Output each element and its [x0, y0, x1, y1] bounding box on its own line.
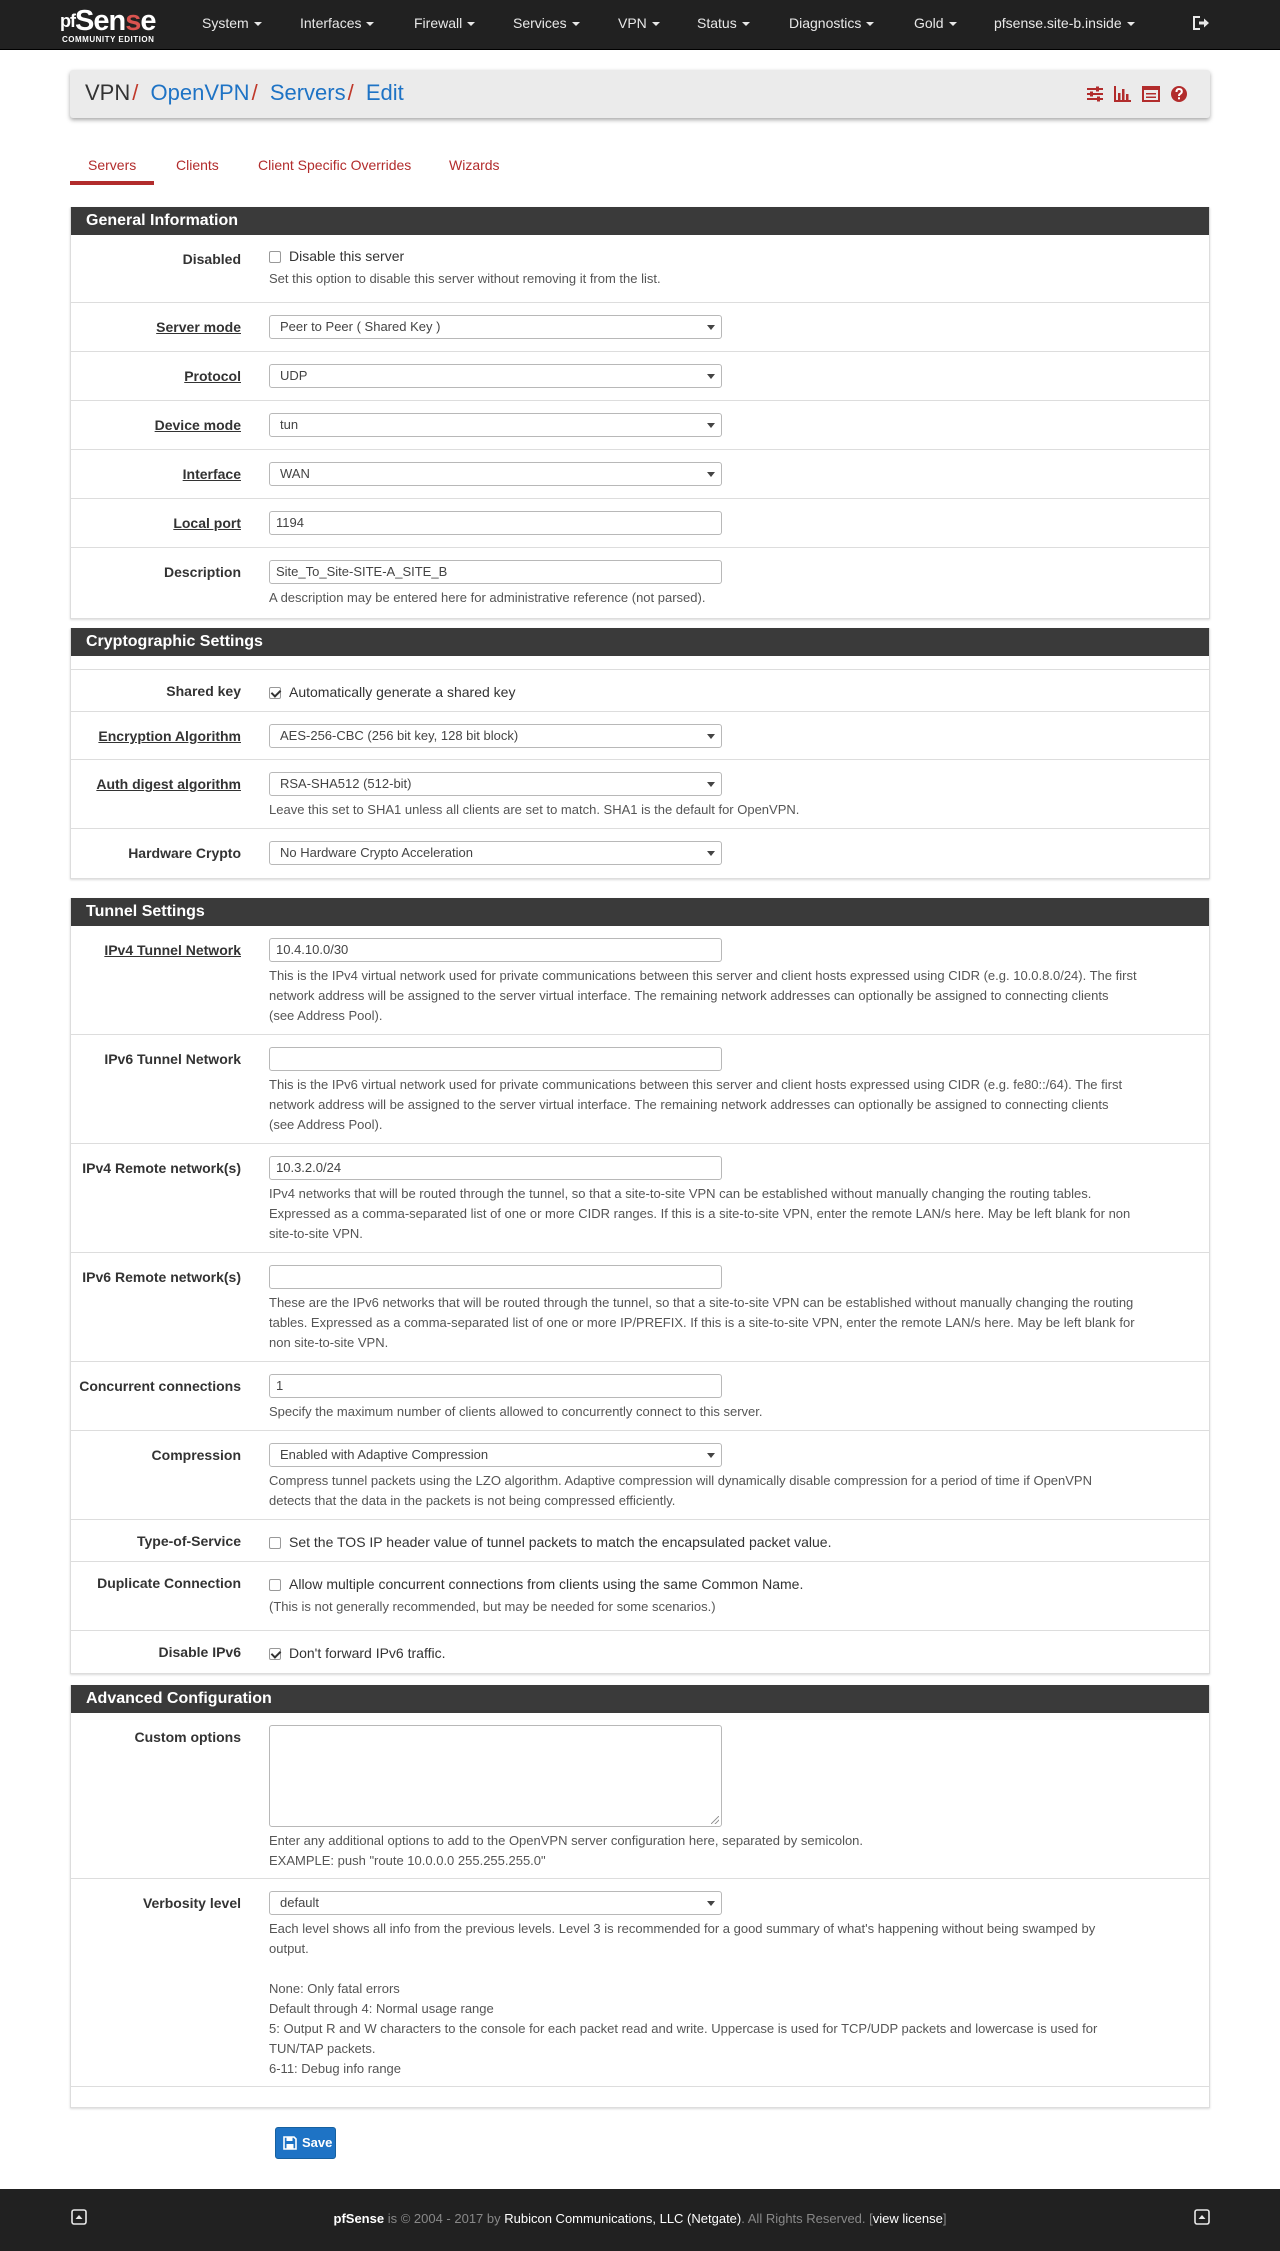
type-of-service-row — [71, 1520, 1209, 1562]
footer-end: ] — [942, 2211, 947, 2226]
duplicate-connection-checkbox[interactable] — [269, 1579, 281, 1591]
field-label: Shared key — [166, 683, 241, 699]
help-text: A description may be entered here for administrative reference (not parsed). — [269, 590, 706, 605]
nav-diagnostics[interactable]: Diagnostics — [789, 0, 874, 48]
footer-text-middle: is © 2004 - 2017 by — [384, 2211, 505, 2226]
custom-options-row — [71, 1713, 1209, 1879]
duplicate-connection-row — [71, 1562, 1209, 1631]
disable-ipv6-checkbox[interactable] — [269, 1648, 281, 1660]
select-arrow-icon — [707, 734, 715, 739]
compression-select[interactable]: Enabled with Adaptive Compression — [269, 1443, 722, 1467]
field-label: Description — [163, 564, 241, 580]
select-arrow-icon — [707, 472, 715, 477]
interface-row — [71, 450, 1209, 499]
protocol-select[interactable]: UDP — [269, 364, 722, 388]
ipv6-tunnel-row — [71, 1035, 1209, 1144]
field-label: Hardware Crypto — [128, 845, 241, 861]
ipv6-remote-row — [71, 1253, 1209, 1362]
breadcrumb-openvpn[interactable]: OpenVPN — [150, 80, 250, 105]
nav-status[interactable]: Status — [697, 0, 750, 48]
hardware-crypto-select[interactable]: No Hardware Crypto Acceleration — [269, 841, 722, 865]
field-label: Type-of-Service — [137, 1533, 241, 1549]
breadcrumb-edit[interactable]: Edit — [365, 80, 404, 105]
sliders-icon[interactable] — [1086, 85, 1104, 103]
encryption-algorithm-select[interactable]: AES-256-CBC (256 bit key, 128 bit block) — [269, 724, 722, 748]
save-label: Save — [302, 2135, 333, 2150]
caret-down-icon — [1127, 22, 1135, 26]
save-icon — [283, 2136, 297, 2150]
verbosity-row — [71, 1879, 1209, 2087]
local-port-input[interactable]: 1194 — [269, 511, 722, 535]
field-label: Disabled — [182, 251, 241, 267]
select-arrow-icon — [707, 325, 715, 330]
concurrent-connections-input[interactable]: 1 — [269, 1374, 722, 1398]
field-label: Interface — [182, 466, 241, 482]
help-text: (This is not generally recommended, but may be needed for some scenarios.) — [269, 1599, 716, 1614]
checkbox-label: Allow multiple concurrent connections from clients using the same Common Name. — [289, 1576, 804, 1592]
logo-text: Sen — [75, 5, 126, 37]
tab-client-specific-overrides[interactable]: Client Specific Overrides — [258, 157, 412, 173]
checkbox-label: Don't forward IPv6 traffic. — [289, 1645, 446, 1661]
field-label: IPv4 Remote network(s) — [82, 1160, 241, 1176]
pfsense-logo[interactable] — [60, 5, 172, 45]
logo-text-accent: s — [125, 5, 141, 37]
interface-select[interactable]: WAN — [269, 462, 722, 486]
verbosity-level-select[interactable]: default — [269, 1891, 722, 1915]
breadcrumb-separator: / — [251, 80, 258, 105]
field-label: Local port — [173, 515, 241, 531]
copyright-text — [0, 2211, 1280, 2226]
footer-product: pfSense — [333, 2211, 385, 2226]
field-label: Protocol — [184, 368, 241, 384]
field-label: IPv6 Tunnel Network — [104, 1051, 241, 1067]
view-license-link[interactable]: view license — [872, 2211, 943, 2226]
field-label: Compression — [151, 1447, 241, 1463]
ipv6-tunnel-network-input[interactable] — [269, 1047, 722, 1071]
help-text: This is the IPv6 virtual network used for private communications between this server and client hosts expressed using CIDR (e.g. fe80::/64). The first network address will be assigned to the server virtual interface. The remaining network addresses can optionally be assigned to connecting clients (see Address Pool). — [269, 1077, 1123, 1132]
top-navbar — [0, 0, 1280, 50]
help-text: Leave this set to SHA1 unless all clients are set to match. SHA1 is the default for OpenVPN. — [269, 802, 800, 817]
advanced-configuration-panel — [70, 1685, 1210, 2108]
cryptographic-settings-panel — [70, 628, 1210, 879]
caret-down-icon — [572, 22, 580, 26]
description-input[interactable]: Site_To_Site-SITE-A_SITE_B — [269, 560, 722, 584]
resize-grip-icon[interactable] — [711, 1816, 719, 1824]
footer-rights: . All Rights Reserved. [ — [741, 2211, 873, 2226]
select-arrow-icon — [707, 1901, 715, 1906]
auth-digest-row — [71, 760, 1209, 829]
nav-hostname[interactable]: pfsense.site-b.inside — [994, 0, 1135, 48]
caret-down-icon — [949, 22, 957, 26]
help-text: This is the IPv4 virtual network used for private communications between this server and client hosts expressed using CIDR (e.g. 10.0.8.0/24). The first network address will be assigned to the server virtual interface. The remaining network addresses can optionally be assigned to connecting clients (see Address Pool). — [269, 968, 1137, 1023]
caret-down-icon — [254, 22, 262, 26]
field-label: Auth digest algorithm — [96, 776, 241, 792]
nav-interfaces[interactable]: Interfaces — [300, 0, 374, 48]
device-mode-row — [71, 401, 1209, 450]
help-icon[interactable] — [1170, 85, 1188, 103]
caret-down-icon — [866, 22, 874, 26]
save-button[interactable] — [275, 2127, 336, 2159]
nav-system[interactable]: System — [202, 0, 262, 48]
breadcrumb-servers[interactable]: Servers — [269, 80, 346, 105]
footer — [0, 2189, 1280, 2251]
auth-digest-select[interactable]: RSA-SHA512 (512-bit) — [269, 772, 722, 796]
local-port-row — [71, 499, 1209, 548]
server-mode-row — [71, 303, 1209, 352]
checkbox-label: Set the TOS IP header value of tunnel packets to match the encapsulated packet value. — [289, 1534, 832, 1550]
select-arrow-icon — [707, 782, 715, 787]
logo-text-end: e — [140, 5, 156, 37]
breadcrumb-separator: / — [132, 80, 139, 105]
help-text: Specify the maximum number of clients allowed to concurrently connect to this server. — [269, 1404, 763, 1419]
help-text: These are the IPv6 networks that will be routed through the tunnel, so that a site-to-site VPN can be established without manually changing the routing tables. Expressed as a comma-separated list of one or more IP/PREFIX. If this is a site-to-site VPN, enter the remote LAN/s here. May be left blank for non site-to-site VPN. — [269, 1295, 1135, 1350]
ipv6-remote-network-input[interactable] — [269, 1265, 722, 1289]
breadcrumb-vpn: VPN — [85, 80, 131, 105]
help-text: Compress tunnel packets using the LZO algorithm. Adaptive compression will dynamically disable compression for a period of time if OpenVPN detects that the data in the packets is not being compressed efficiently. — [269, 1473, 1092, 1508]
nav-services[interactable]: Services — [513, 0, 580, 48]
breadcrumb-bar — [70, 70, 1210, 118]
encryption-row — [71, 712, 1209, 760]
disable-ipv6-row — [71, 1631, 1209, 1673]
nav-firewall[interactable]: Firewall — [414, 0, 475, 48]
general-information-panel — [70, 207, 1210, 619]
help-text: Each level shows all info from the previous levels. Level 3 is recommended for a good summary of what's happening without being swamped by output. None: Only fatal errors Default through 4: Normal usage range 5: Output R and W characters to the console for each packet read and write. Uppercase is used for TCP/UDP packets and lowercase is used for TUN/TAP packets. 6-11: Debug info range — [269, 1921, 1098, 2076]
panel-heading: Advanced Configuration — [71, 1685, 1209, 1713]
field-label: Custom options — [134, 1729, 241, 1745]
description-row — [71, 548, 1209, 618]
panel-spacer — [71, 656, 1209, 670]
breadcrumb-separator: / — [347, 80, 354, 105]
caret-down-icon — [742, 22, 750, 26]
logo-subtitle: COMMUNITY EDITION — [62, 35, 155, 44]
tab-clients[interactable]: Clients — [176, 157, 219, 173]
custom-options-textarea[interactable] — [269, 1725, 722, 1827]
checkbox-label: Disable this server — [289, 248, 405, 264]
ipv4-tunnel-row — [71, 926, 1209, 1035]
select-arrow-icon — [707, 423, 715, 428]
server-mode-select[interactable]: Peer to Peer ( Shared Key ) — [269, 315, 722, 339]
ipv4-remote-network-input[interactable]: 10.3.2.0/24 — [269, 1156, 722, 1180]
protocol-row — [71, 352, 1209, 401]
field-label: Encryption Algorithm — [98, 728, 241, 744]
hardware-crypto-row — [71, 829, 1209, 878]
field-label: Verbosity level — [142, 1895, 241, 1911]
tos-checkbox[interactable] — [269, 1537, 281, 1549]
disable-server-checkbox[interactable] — [269, 251, 281, 263]
logout-icon[interactable] — [1192, 15, 1210, 31]
select-arrow-icon — [707, 374, 715, 379]
logo-pf: pf — [60, 11, 75, 31]
tab-wizards[interactable]: Wizards — [449, 157, 500, 173]
device-mode-select[interactable]: tun — [269, 413, 722, 437]
disabled-row — [71, 235, 1209, 303]
nav-vpn[interactable]: VPN — [618, 0, 660, 48]
caret-down-icon — [467, 22, 475, 26]
field-label: Concurrent connections — [79, 1378, 241, 1394]
field-label: Duplicate Connection — [97, 1575, 241, 1591]
help-text: IPv4 networks that will be routed through the tunnel, so that a site-to-site VPN can be established without manually changing the routing tables. Expressed as a comma-separated list of one or more CIDR ranges. If this is a site-to-site VPN, enter the remote LAN/s here. May be left blank for non site-to-site VPN. — [269, 1186, 1131, 1241]
help-text: Set this option to disable this server without removing it from the list. — [269, 271, 661, 286]
field-label: IPv6 Remote network(s) — [82, 1269, 241, 1285]
compression-row — [71, 1431, 1209, 1520]
shared-key-row — [71, 670, 1209, 712]
bar-chart-icon[interactable] — [1114, 85, 1132, 103]
nav-gold[interactable]: Gold — [914, 0, 957, 48]
collapse-icon[interactable] — [1194, 2209, 1210, 2225]
log-table-icon[interactable] — [1142, 85, 1160, 103]
field-label: IPv4 Tunnel Network — [104, 942, 241, 958]
panel-heading: Tunnel Settings — [71, 898, 1209, 926]
field-label: Server mode — [156, 319, 241, 335]
select-arrow-icon — [707, 851, 715, 856]
concurrent-connections-row — [71, 1362, 1209, 1431]
tunnel-settings-panel — [70, 898, 1210, 1674]
select-arrow-icon — [707, 1453, 715, 1458]
breadcrumb-shortcuts — [1086, 85, 1196, 103]
breadcrumb — [85, 80, 404, 106]
help-text: Enter any additional options to add to the OpenVPN server configuration here, separated by semicolon. EXAMPLE: push "route 10.0.0.0 255.255.255.0" — [269, 1833, 864, 1868]
tab-servers[interactable]: Servers — [70, 145, 154, 185]
ipv4-remote-row — [71, 1144, 1209, 1253]
panel-heading: Cryptographic Settings — [71, 628, 1209, 656]
shared-key-checkbox[interactable] — [269, 687, 281, 699]
field-label: Disable IPv6 — [158, 1644, 241, 1660]
ipv4-tunnel-network-input[interactable]: 10.4.10.0/30 — [269, 938, 722, 962]
footer-company-link[interactable]: Rubicon Communications, LLC (Netgate) — [504, 2211, 742, 2226]
panel-spacer — [71, 2087, 1209, 2107]
field-label: Device mode — [154, 417, 241, 433]
caret-down-icon — [652, 22, 660, 26]
caret-down-icon — [366, 22, 374, 26]
panel-heading: General Information — [71, 207, 1209, 235]
checkbox-label: Automatically generate a shared key — [289, 684, 516, 700]
